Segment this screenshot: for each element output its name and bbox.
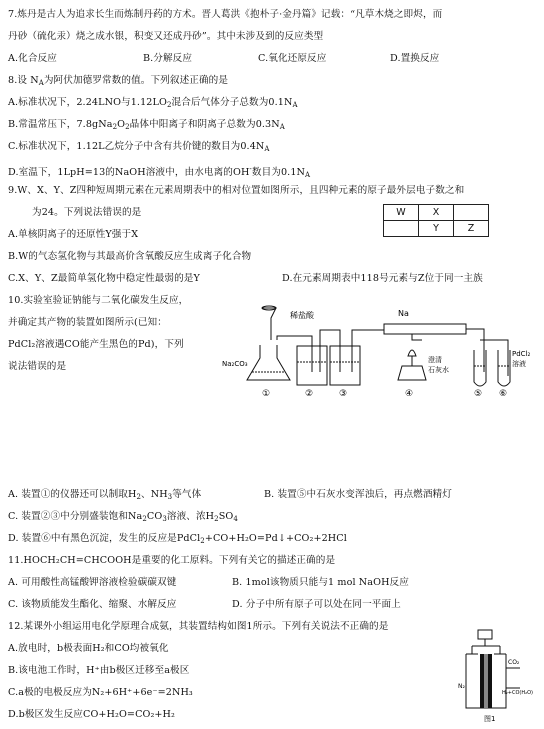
label-4: ④ (405, 389, 414, 399)
q12-option-a: A.放电时，b极表面H₂和CO均被氧化 (8, 643, 169, 654)
q12-option-c: C.a极的电极反应为N₂+6H⁺+6e⁻=2NH₃ (8, 687, 193, 698)
label-co2: CO₂ (508, 659, 520, 666)
cell-z: Z (454, 221, 489, 237)
q10-option-d: D. 装置⑥中有黑色沉淀，发生的反应是PdCl$_2$+CO+H₂O=Pd↓+CO₂+2HCl (8, 533, 347, 545)
cell-x: X (419, 205, 454, 221)
label-6: ⑥ (499, 389, 508, 399)
label-pdcl2: PdCl₂ (512, 350, 531, 358)
label-na: Na (398, 309, 409, 318)
q7-option-a: A.化合反应 (8, 53, 57, 64)
q9-option-c: C.X、Y、Z最简单氢化物中稳定性最弱的是Y (8, 273, 200, 284)
q8-option-a: A.标准状况下，2.24LNO与$1.12LO_2$混合后气体分子总数为$0.1N_A$ (8, 97, 298, 109)
label-1: ① (262, 389, 271, 399)
label-limewater-2: 石灰水 (428, 366, 449, 374)
q8-option-c: C.标准状况下，1.12L乙烷分子中含有共价键的数目为$0.4N_A$ (8, 141, 270, 153)
label-n2: N₂ (458, 683, 465, 690)
q10-stem-line4: 说法错误的是 (8, 361, 67, 372)
label-2: ② (305, 389, 314, 399)
label-hcl: 稀盐酸 (290, 311, 314, 320)
label-na2co3: Na₂CO₃ (222, 360, 248, 368)
q12-stem: 12.某课外小组运用电化学原理合成氨，其装置结构如图1所示。下列有关说法不正确的是 (8, 621, 389, 632)
q10-stem-line3: PdCl₂溶液遇CO能产生黑色的Pd)，下列 (8, 339, 184, 350)
q8-stem: 8.设 $N_A$为阿伏加德罗常数的值。下列叙述正确的是 (8, 75, 229, 87)
q7-stem-line1: 7.炼丹是古人为追求长生而炼制丹药的方术。晋人葛洪《抱朴子·金丹篇》记载：“凡草木烧之即烬，而 (8, 9, 443, 20)
q9-option-d: D.在元素周期表中118号元素与Z位于同一主族 (282, 273, 483, 284)
q11-option-a: A. 可用酸性高锰酸钾溶液检验碳碳双键 (8, 577, 177, 588)
q10-stem-line2: 并确定其产物的装置如图所示(已知： (8, 317, 167, 328)
q7-stem-line2: 丹砂（硫化汞）烧之成水银，积变又还成丹砂”。其中未涉及到的反应类型 (8, 31, 324, 42)
label-h2-co: H₂+CO(H₂O) (502, 690, 533, 696)
q9-option-a: A.单核阴离子的还原性Y强于X (8, 229, 139, 240)
q10-option-a: A. 装置①的仪器还可以制取$H_2$、$NH_3$等气体 (8, 489, 202, 501)
q10-option-c: C. 装置②③中分别盛装饱和$Na_2CO_3$溶液、浓$H_2SO_4$ (8, 511, 238, 523)
q12-option-d: D.b极区发生反应CO+H₂O=CO₂+H₂ (8, 709, 175, 720)
q8-option-d: D.室温下，1LpH=13的NaOH溶液中，由水电离的OH-数目为$0.1N_A$ (8, 165, 311, 179)
apparatus-diagram (222, 300, 532, 400)
q11-option-b: B. 1mol该物质只能与1 mol NaOH反应 (232, 577, 409, 588)
q8-option-b: B.常温常压下，$7.8gNa_2O_2$晶体中阳离子和阴离子总数为$0.3N_A$ (8, 119, 285, 131)
cell-empty-1 (454, 205, 489, 221)
label-3: ③ (339, 389, 348, 399)
label-pdcl2-solution: 溶液 (512, 360, 526, 368)
figure-caption: 图1 (484, 715, 496, 723)
q10-option-b: B. 装置⑤中石灰水变浑浊后，再点燃酒精灯 (264, 489, 452, 500)
q12-option-b: B.该电池工作时，H⁺由b极区迁移至a极区 (8, 665, 190, 676)
q7-option-d: D.置换反应 (390, 53, 440, 64)
label-limewater-1: 澄清 (428, 356, 442, 364)
q7-option-b: B.分解反应 (143, 53, 193, 64)
q9-stem-line2: 为24。下列说法错误的是 (32, 207, 142, 218)
q11-option-d: D. 分子中所有原子可以处在同一平面上 (232, 599, 401, 610)
cell-diagram (458, 628, 536, 724)
cell-y: Y (419, 221, 454, 237)
cell-w: W (384, 205, 419, 221)
q11-option-c: C. 该物质能发生酯化、缩聚、水解反应 (8, 599, 177, 610)
label-5: ⑤ (474, 389, 483, 399)
cell-empty-2 (384, 221, 419, 237)
q9-stem-line1: 9.W、X、Y、Z四种短周期元素在元素周期表中的相对位置如图所示，且四种元素的原子最外层电子数之和 (8, 185, 465, 196)
periodic-table-fragment (383, 204, 489, 237)
q10-stem-line1: 10.实验室验证钠能与二氧化碳发生反应， (8, 295, 189, 306)
q9-option-b: B.W的气态氢化物与其最高价含氧酸反应生成离子化合物 (8, 251, 252, 262)
q7-option-c: C.氧化还原反应 (258, 53, 327, 64)
q11-stem: 11.HOCH₂CH=CHCOOH是重要的化工原料。下列有关它的描述正确的是 (8, 555, 336, 566)
